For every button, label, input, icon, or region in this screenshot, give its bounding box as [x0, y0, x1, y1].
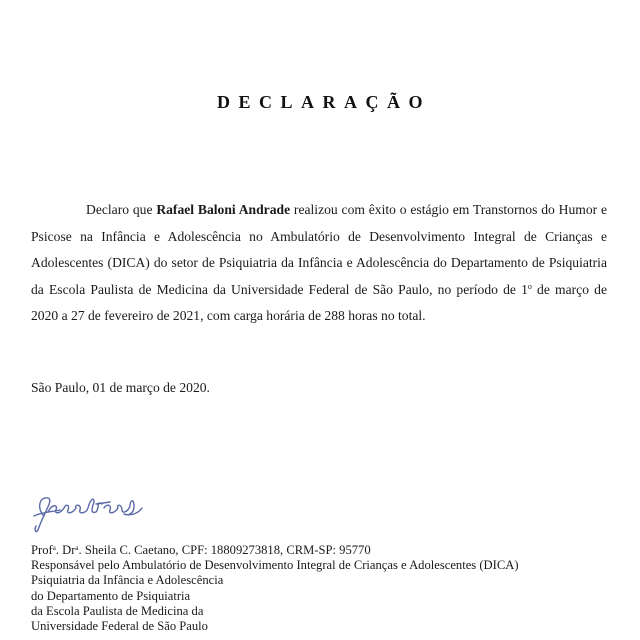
student-name: Rafael Baloni Andrade: [156, 202, 291, 217]
ordinal-indicator: a: [75, 544, 79, 552]
paragraph-text-1: realizou com êxito o estágio em Transtornos do Humor e Psicose na Infância e Adolescência no Ambulatório de Desenvolvimento Integral de Crianças e Adolescentes (DICA) do setor de Psiquiatria da Infância e Adolescência do Departamento de Psiquiatria da Escola Paulista de Medicina da Universidade Federal de São Paulo, no período de 1: [31, 202, 607, 297]
ordinal-indicator: o: [527, 281, 532, 291]
signer-name-line: [31, 543, 519, 558]
place-and-date: São Paulo, 01 de março de 2020.: [31, 380, 210, 395]
signer-title-prof: Prof: [31, 543, 53, 557]
signer-sector-line: Psiquiatria da Infância e Adolescência: [31, 573, 224, 588]
signer-title-dr: . Dr: [55, 543, 76, 557]
signer-university-line: Universidade Federal de São Paulo: [31, 619, 208, 634]
declaration-paragraph: [31, 197, 607, 330]
signer-block: [31, 543, 519, 634]
handwritten-signature-icon: [30, 486, 150, 536]
signer-name-credentials: . Sheila C. Caetano, CPF: 18809273818, CRM-SP: 95770: [78, 543, 371, 557]
ordinal-indicator: a: [52, 544, 56, 552]
signer-role-line: Responsável pelo Ambulatório de Desenvolvimento Integral de Crianças e Adolescentes (DICA): [31, 558, 519, 573]
paragraph-text-2: de março de 2020 a 27 de fevereiro de 2021, com carga horária de 288 horas no total.: [31, 281, 607, 324]
document-title: DECLARAÇÃO: [216, 92, 431, 112]
signer-department-line: do Departamento de Psiquiatria: [31, 588, 191, 603]
signer-school-line: da Escola Paulista de Medicina da: [31, 603, 204, 618]
paragraph-intro: Declaro que: [86, 202, 157, 217]
